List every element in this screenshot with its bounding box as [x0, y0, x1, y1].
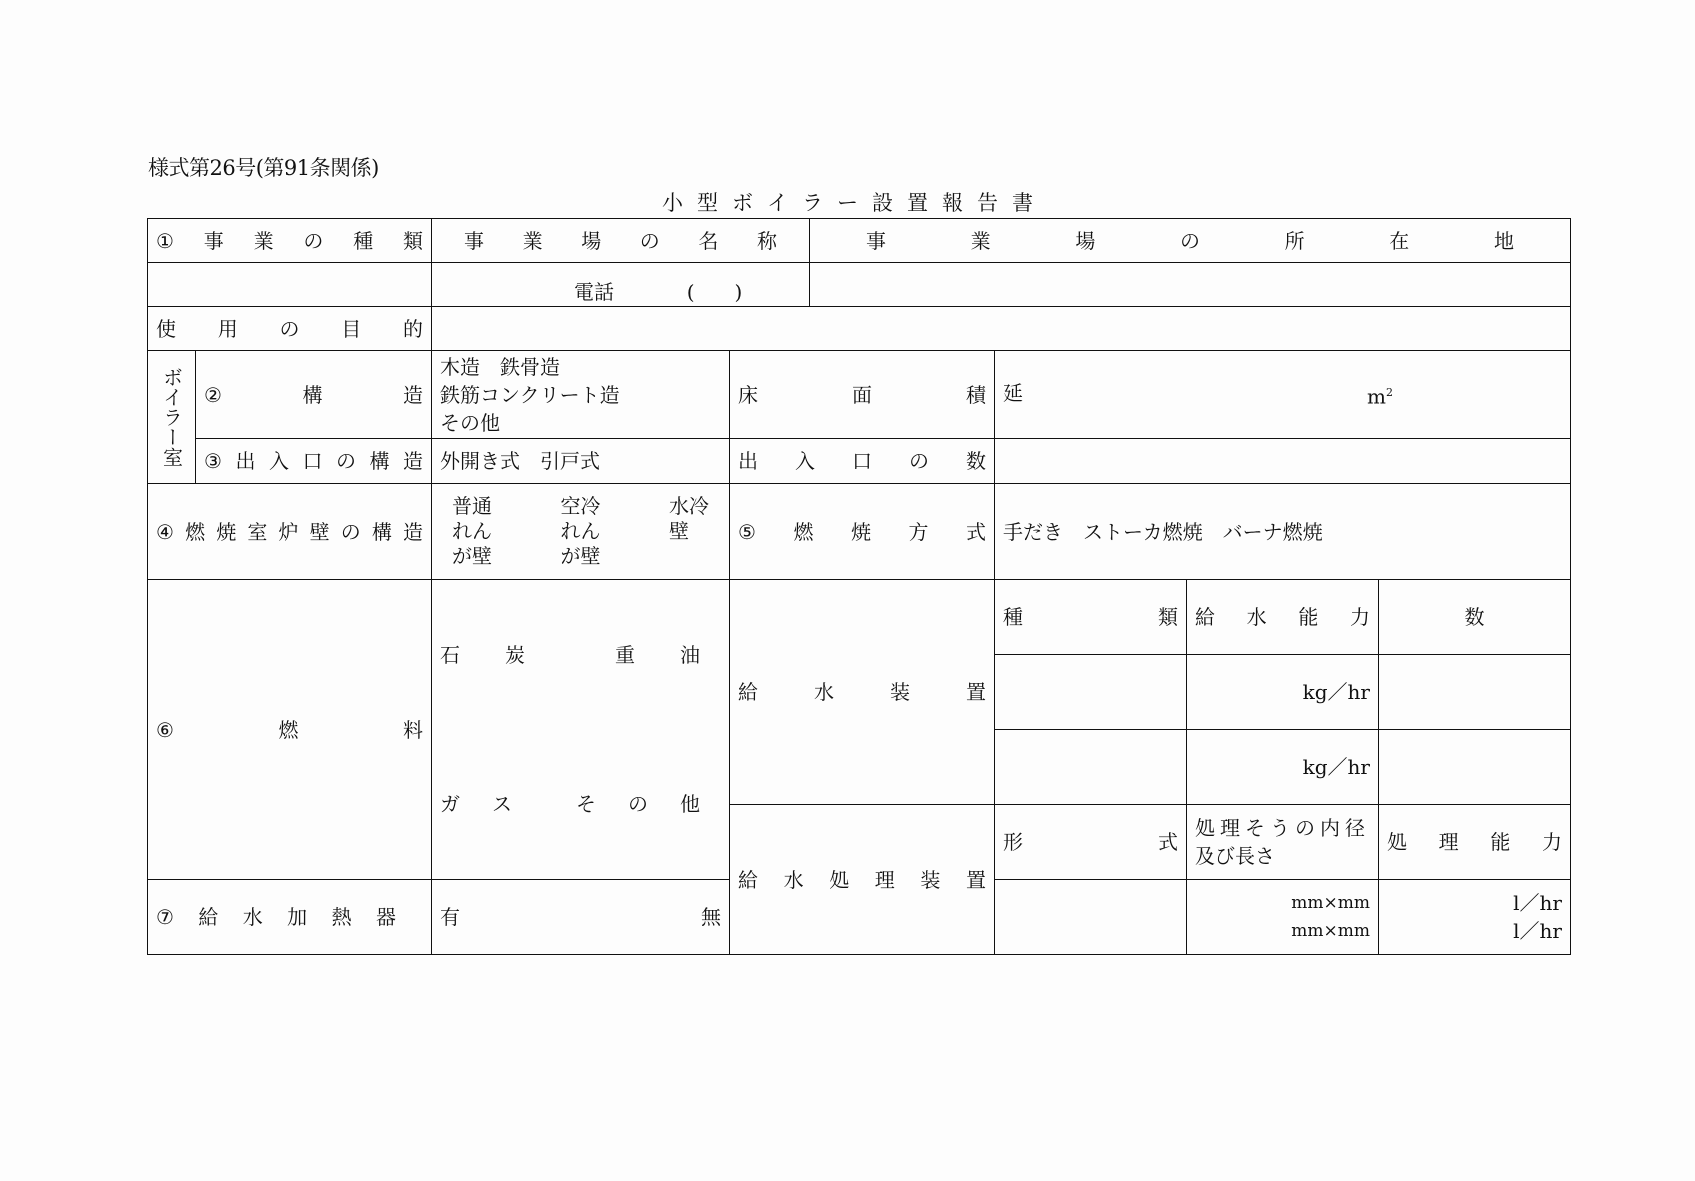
feed-water-type-label — [1003, 603, 1178, 631]
entrance-structure-label-cell — [196, 439, 432, 484]
label-char: 置 — [966, 680, 986, 704]
label-char: 他 — [680, 792, 700, 816]
feed-water-type-field-2[interactable] — [995, 730, 1187, 805]
feed-water-unit-2: kg／hr — [1302, 755, 1370, 779]
phone-parens: ( ) — [686, 280, 743, 304]
furnace-wall-options-cell[interactable] — [432, 484, 730, 580]
label-char: 口 — [852, 449, 872, 473]
label-char: 式 — [1158, 830, 1178, 854]
label-char: 事 — [203, 228, 224, 253]
label-char: 焼 — [850, 519, 871, 544]
label-char: の — [639, 228, 660, 253]
label-char: ⑤ — [738, 519, 756, 544]
furnace-wall-label — [156, 518, 423, 546]
label-char: 床 — [738, 382, 758, 407]
label-char: の — [340, 519, 361, 544]
label-char: の — [279, 316, 300, 341]
workplace-location-field[interactable] — [810, 263, 1571, 307]
treatment-flow-unit-1: l／hr — [1513, 891, 1562, 915]
label-char: 処 — [1387, 830, 1407, 854]
form-table — [147, 218, 1571, 955]
label-char: 水 — [242, 905, 263, 929]
treatment-flow-unit-2: l／hr — [1513, 919, 1562, 943]
structure-option-1: 木造 鉄骨造 — [440, 354, 560, 379]
label-char: 業 — [522, 228, 543, 253]
feed-water-count-header — [1379, 580, 1571, 655]
feed-water-device-label-cell — [730, 580, 995, 805]
label-char: 事 — [464, 228, 484, 253]
structure-options-cell[interactable] — [432, 351, 730, 439]
combustion-label — [738, 518, 986, 546]
label-char: 場 — [581, 228, 602, 253]
label-char: 熱 — [331, 905, 352, 929]
label-char: 形 — [1003, 830, 1023, 854]
label-char: 種 — [1003, 605, 1023, 629]
label-char: 水 — [814, 680, 834, 704]
label-char: 理 — [1438, 830, 1459, 854]
label-char: の — [303, 228, 324, 253]
floor-area-unit: $m^2$ — [1367, 384, 1393, 409]
label-char: 入 — [268, 449, 289, 473]
water-treatment-type-label — [1003, 828, 1178, 856]
label-char: 使 — [156, 316, 176, 341]
floor-area-field[interactable] — [995, 351, 1571, 439]
label-char: 力 — [1541, 830, 1562, 854]
label-char: の — [335, 449, 356, 473]
label-char: ③ — [204, 449, 222, 473]
feed-water-unit-1: kg／hr — [1302, 680, 1370, 704]
label-char: 入 — [795, 449, 815, 473]
entrance-count-label-cell — [730, 439, 995, 484]
feed-water-capacity-label — [1195, 603, 1370, 631]
label-char: 業 — [253, 228, 274, 253]
label-char: ガ — [440, 792, 460, 816]
label-char: の — [628, 792, 648, 816]
label-char: 造 — [403, 382, 423, 407]
feed-heater-label — [156, 903, 396, 931]
label-char: 焼 — [216, 519, 237, 544]
water-treatment-type-header — [995, 805, 1187, 880]
label-char: 装 — [920, 867, 941, 892]
water-treatment-tank-header — [1187, 805, 1379, 880]
label-char: 置 — [965, 867, 986, 892]
form-number: 様式第26号(第91条関係) — [148, 156, 379, 180]
label-char: 業 — [970, 228, 991, 253]
label-char: 口 — [302, 449, 323, 473]
feed-water-capacity-header — [1187, 580, 1379, 655]
feed-heater-no: 無 — [701, 905, 721, 929]
label-char: 能 — [1298, 605, 1319, 629]
fuel-option-coal-oil — [440, 641, 700, 669]
workplace-location-label — [818, 227, 1562, 255]
structure-option-3: その他 — [440, 410, 500, 435]
water-treatment-type-field[interactable] — [995, 880, 1187, 955]
business-type-label — [156, 227, 423, 255]
business-type-header — [148, 219, 432, 263]
label-char: 燃 — [185, 519, 206, 544]
label-char: 能 — [1490, 830, 1511, 854]
label-char: ⑦ — [156, 905, 174, 929]
label-char: 称 — [756, 228, 777, 253]
label-char: 加 — [287, 905, 308, 929]
label-char: 構 — [302, 382, 323, 407]
workplace-name-field[interactable] — [432, 263, 810, 307]
fuel-label-cell — [148, 580, 432, 880]
label-char: 造 — [402, 449, 423, 473]
feed-water-capacity-field-2[interactable] — [1187, 730, 1379, 805]
form-table-wrapper — [147, 218, 1562, 962]
water-treatment-tank-label-1: 処理そうの内径 — [1195, 816, 1370, 840]
label-char: 石 — [440, 643, 460, 667]
label-char: 場 — [1075, 228, 1096, 253]
workplace-name-header — [432, 219, 810, 263]
feed-water-type-header — [995, 580, 1187, 655]
water-treatment-capacity-field[interactable] — [1379, 880, 1571, 955]
furnace-wall-label-cell — [148, 484, 432, 580]
label-char: ① — [156, 228, 174, 253]
label-char: 給 — [738, 867, 758, 892]
feed-water-count-label: 数 — [1464, 605, 1485, 629]
entrance-structure-label — [204, 447, 423, 475]
label-char: 装 — [890, 680, 910, 704]
tank-size-unit-2: mm×mm — [1291, 921, 1370, 941]
label-char: 式 — [966, 519, 986, 544]
entrance-options-cell[interactable] — [432, 439, 730, 484]
label-char: 燃 — [278, 717, 299, 742]
label-char: ⑥ — [156, 717, 174, 742]
structure-label — [204, 381, 423, 409]
page-title: 小型ボイラー設置報告書 — [662, 191, 1047, 215]
feed-water-device-label — [738, 678, 986, 706]
fuel-option-gas-other — [440, 790, 700, 818]
wall-option-water-cooled: 水冷 壁 — [669, 494, 709, 543]
entrance-count-field[interactable] — [995, 439, 1571, 484]
label-char: 器 — [375, 905, 396, 929]
feed-heater-yes: 有 — [440, 905, 460, 929]
label-char: 的 — [403, 316, 423, 341]
water-treatment-capacity-header — [1379, 805, 1571, 880]
label-char: 所 — [1284, 228, 1305, 253]
combustion-options-cell[interactable] — [995, 484, 1571, 580]
label-char: 水 — [1246, 605, 1267, 629]
boiler-room-label: ボイラー室 — [148, 351, 196, 484]
label-char: 数 — [966, 449, 986, 473]
entrance-count-label — [738, 447, 986, 475]
wall-option-normal-brick: 普通 れん が壁 — [452, 494, 492, 568]
label-char: 室 — [247, 519, 268, 544]
label-char: 壁 — [309, 519, 330, 544]
label-char: 炭 — [505, 643, 525, 667]
label-char: 料 — [403, 717, 423, 742]
label-char: 事 — [866, 228, 886, 253]
label-char: 構 — [371, 519, 392, 544]
fuel-options-cell[interactable] — [432, 580, 730, 880]
combustion-options: 手だき ストーカ燃焼 バーナ燃焼 — [1003, 519, 1323, 544]
water-treatment-capacity-label — [1387, 828, 1562, 856]
label-char: 水 — [783, 867, 804, 892]
fuel-label — [156, 716, 423, 744]
label-char: 類 — [403, 228, 423, 253]
wall-option-air-cooled-brick: 空冷 れん が壁 — [560, 494, 601, 568]
label-char: 処 — [829, 867, 850, 892]
floor-area-label — [738, 381, 986, 409]
label-char: 地 — [1493, 228, 1514, 253]
water-treatment-label-cell — [730, 805, 995, 955]
phone-label: 電話 — [574, 280, 614, 304]
label-char: そ — [576, 792, 596, 816]
feed-water-count-field-2[interactable] — [1379, 730, 1571, 805]
label-char: 給 — [1195, 605, 1215, 629]
label-char: 目 — [341, 316, 362, 341]
business-type-field[interactable] — [148, 263, 432, 307]
combustion-label-cell — [730, 484, 995, 580]
label-char: 出 — [738, 449, 758, 473]
feed-heater-options-cell[interactable] — [432, 880, 730, 955]
label-char: 名 — [698, 228, 719, 253]
purpose-label-cell — [148, 307, 432, 351]
label-char: 構 — [369, 449, 390, 473]
label-char: 出 — [235, 449, 256, 473]
label-char: 理 — [874, 867, 895, 892]
feed-water-count-field-1[interactable] — [1379, 655, 1571, 730]
feed-water-capacity-field-1[interactable] — [1187, 655, 1379, 730]
label-char: ④ — [156, 519, 174, 544]
label-char: 種 — [353, 228, 374, 253]
label-char: 用 — [217, 316, 238, 341]
workplace-location-header — [810, 219, 1571, 263]
label-char: の — [1179, 228, 1200, 253]
tank-size-unit-1: mm×mm — [1291, 893, 1370, 913]
floor-area-prefix: 延 — [1003, 380, 1023, 405]
workplace-name-label — [440, 227, 801, 255]
label-char: 方 — [908, 519, 929, 544]
label-char: 油 — [680, 643, 700, 667]
entrance-options: 外開き式 引戸式 — [440, 449, 600, 473]
water-treatment-tank-label-2: 及び長さ — [1195, 844, 1275, 868]
label-char: 給 — [198, 905, 219, 929]
label-char: ス — [492, 792, 512, 816]
label-char: 力 — [1349, 605, 1370, 629]
purpose-label — [156, 315, 423, 343]
feed-water-type-field-1[interactable] — [995, 655, 1187, 730]
label-char: 面 — [852, 382, 872, 407]
floor-area-label-cell — [730, 351, 995, 439]
label-char: 類 — [1158, 605, 1178, 629]
structure-option-2: 鉄筋コンクリート造 — [440, 382, 620, 407]
label-char: 造 — [402, 519, 423, 544]
water-treatment-label — [738, 866, 986, 894]
purpose-field[interactable] — [432, 307, 1571, 351]
label-char: 在 — [1389, 228, 1410, 253]
label-char: 積 — [966, 382, 986, 407]
label-char: の — [909, 449, 929, 473]
label-char: ② — [204, 382, 222, 407]
structure-label-cell — [196, 351, 432, 439]
feed-heater-label-cell — [148, 880, 432, 955]
label-char: 重 — [615, 643, 635, 667]
label-char: 炉 — [278, 519, 299, 544]
water-treatment-tank-field[interactable] — [1187, 880, 1379, 955]
label-char: 給 — [738, 680, 758, 704]
label-char: 燃 — [793, 519, 814, 544]
